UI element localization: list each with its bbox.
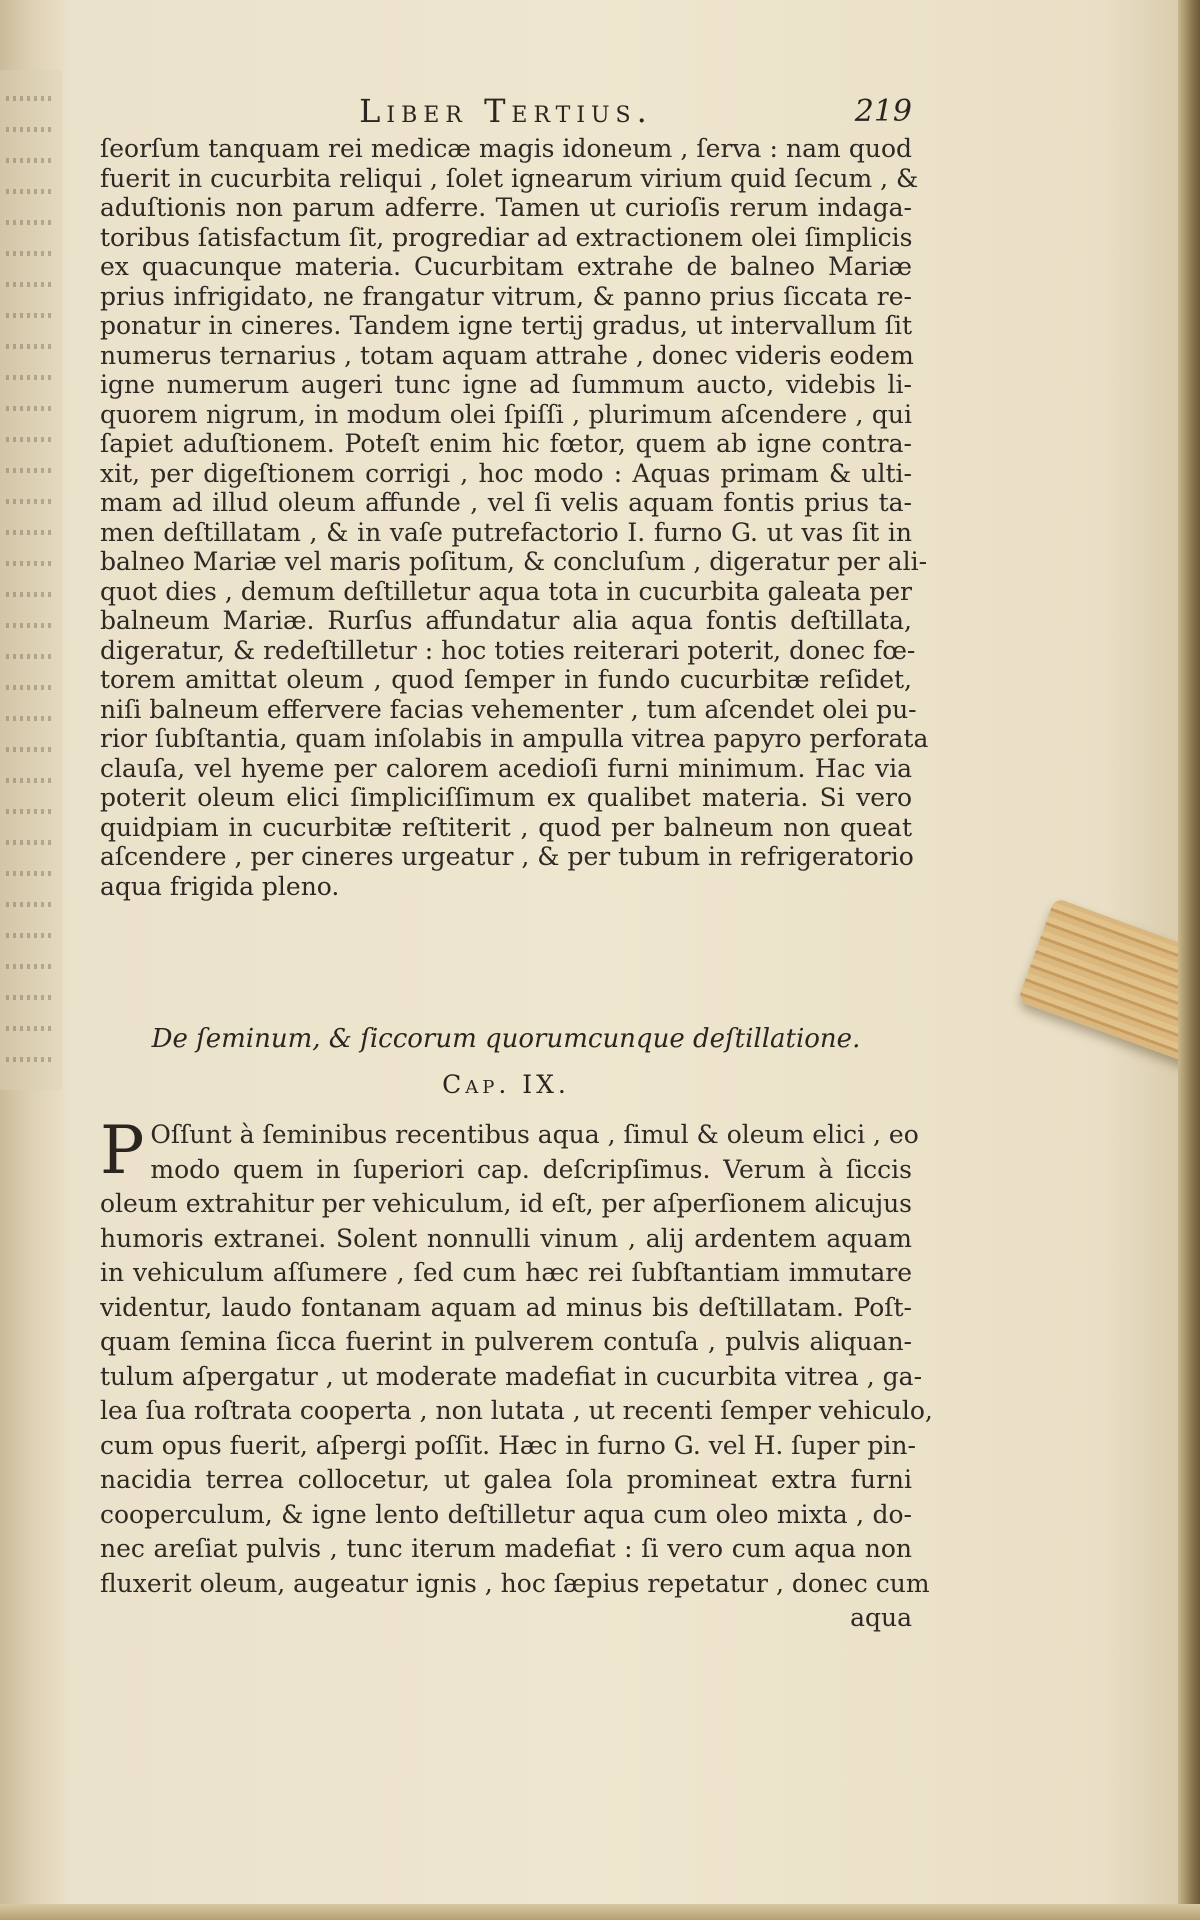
text-line: modo quem in ſuperiori cap. deſcripſimus. Verum à ſiccis <box>150 1154 912 1184</box>
text-line: torem amittat oleum , quod ſemper in fundo cucurbitæ reſidet, <box>100 665 912 694</box>
text-line: ſeorſum tanquam rei medicæ magis idoneum , ſerva : nam quod <box>100 134 912 163</box>
wooden-stick-object <box>1018 897 1200 1072</box>
text-line: Oſſunt à ſeminibus recentibus aqua , ſimul & oleum elici , eo <box>150 1120 919 1149</box>
text-line: numerus ternarius , totam aquam attrahe , donec videris eodem <box>100 340 914 370</box>
running-head <box>100 92 912 132</box>
text-line: xit, per digeſtionem corrigi , hoc modo : Aquas primam & ulti- <box>100 458 912 488</box>
text-line: quidpiam in cucurbitæ reſtiterit , quod per balneum non queat <box>100 812 912 842</box>
text-line: men deſtillatam , & in vaſe putrefactorio I. furno G. ut vas ſit in <box>100 517 912 547</box>
text-line: igne numerum augeri tunc igne ad ſummum aucto, videbis li- <box>100 370 912 399</box>
text-line: nacidia terrea collocetur, ut galea ſola promineat extra furni <box>100 1465 912 1494</box>
section-title: De ſeminum, & ſiccorum quorumcunque deſtillatione. <box>151 1024 861 1054</box>
text-line: ex quacunque materia. Cucurbitam extrahe de balneo Mariæ <box>100 252 912 281</box>
text-line: toribus ſatisfactum ſit, progrediar ad extractionem olei ſimplicis <box>100 222 913 252</box>
text-line: clauſa, vel hyeme per calorem acedioſi furni minimum. Hac via <box>100 753 912 783</box>
text-line: humoris extranei. Solent nonnulli vinum , alij ardentem aquam <box>100 1223 912 1253</box>
text-line: quorem nigrum, in modum olei ſpiſſi , plurimum aſcendere , qui <box>100 399 912 429</box>
catchword: aqua <box>850 1603 912 1632</box>
text-line: ponatur in cineres. Tandem igne tertij gradus, ut intervallum ſit <box>100 311 912 340</box>
text-line: quam ſemina ſicca fuerint in pulverem contuſa , pulvis aliquan- <box>100 1327 912 1356</box>
text-line: in vehiculum aſſumere , ſed cum hæc rei ſubſtantiam immutare <box>100 1258 912 1287</box>
text-line: quot dies , demum deſtilletur aqua tota in cucurbita galeata per <box>100 576 912 606</box>
text-line: digeratur, & redeſtilletur : hoc toties reiterari poterit, donec fœ- <box>100 635 916 665</box>
text-line: oleum extrahitur per vehiculum, id eſt, per aſperſionem alicujus <box>100 1189 912 1218</box>
text-line: aſcendere , per cineres urgeatur , & per tubum in refrigeratorio <box>100 842 914 871</box>
text-line: nec areſiat pulvis , tunc iterum madefiat : ſi vero cum aqua non <box>100 1534 912 1563</box>
facing-page-bleed-through <box>0 70 62 1090</box>
chapter-label: Cap. IX. <box>442 1070 570 1099</box>
text-line: tulum aſpergatur , ut moderate madefiat in cucurbita vitrea , ga- <box>100 1361 923 1391</box>
text-line: ſapiet aduſtionem. Poteſt enim hic fœtor, quem ab igne contra- <box>100 429 912 458</box>
text-line: cooperculum, & igne lento deſtilletur aqua cum oleo mixta , do- <box>100 1499 912 1529</box>
text-line: balneum Mariæ. Rurſus affundatur alia aqua fontis deſtillata, <box>100 606 912 635</box>
text-line: videntur, laudo fontanam aquam ad minus bis deſtillatam. Poſt- <box>100 1292 912 1322</box>
text-line: balneo Mariæ vel maris poſitum, & concluſum , digeratur per ali- <box>100 547 928 576</box>
text-line: cum opus fuerit, aſpergi poſſit. Hæc in furno G. vel H. ſuper pin- <box>100 1430 916 1460</box>
text-line: fuerit in cucurbita reliqui , ſolet ignearum virium quid ſecum , & <box>100 163 919 193</box>
text-line: lea ſua roſtrata cooperta , non lutata , ut recenti ſemper vehiculo, <box>100 1396 933 1425</box>
text-line: fluxerit oleum, augeatur ignis , hoc ſæpius repetatur , donec cum <box>100 1568 930 1598</box>
text-line: aduſtionis non parum adferre. Tamen ut curioſis rerum indaga- <box>100 193 912 222</box>
paragraph-1 <box>100 134 929 901</box>
text-line: mam ad illud oleum affunde , vel ſi velis aquam fontis prius ta- <box>100 488 912 517</box>
page-bottom-edge <box>0 1904 1200 1920</box>
page-number: 219 <box>854 94 912 129</box>
book-spine-edge <box>1178 0 1200 1920</box>
text-line: niſi balneum effervere facias vehementer , tum aſcendet olei pu- <box>100 694 917 724</box>
text-line: aqua frigida pleno. <box>100 871 340 901</box>
running-head-title: Liber Tertius. <box>359 92 653 130</box>
text-line: poterit oleum elici ſimpliciſſimum ex qualibet materia. Si vero <box>100 783 912 812</box>
paragraph-2 <box>100 1112 933 1636</box>
text-line: rior ſubſtantia, quam inſolabis in ampulla vitrea papyro perforata <box>100 724 929 753</box>
text-line: prius infrigidato, ne frangatur vitrum, & panno prius ſiccata re- <box>100 281 912 311</box>
drop-cap: P <box>100 1112 145 1189</box>
